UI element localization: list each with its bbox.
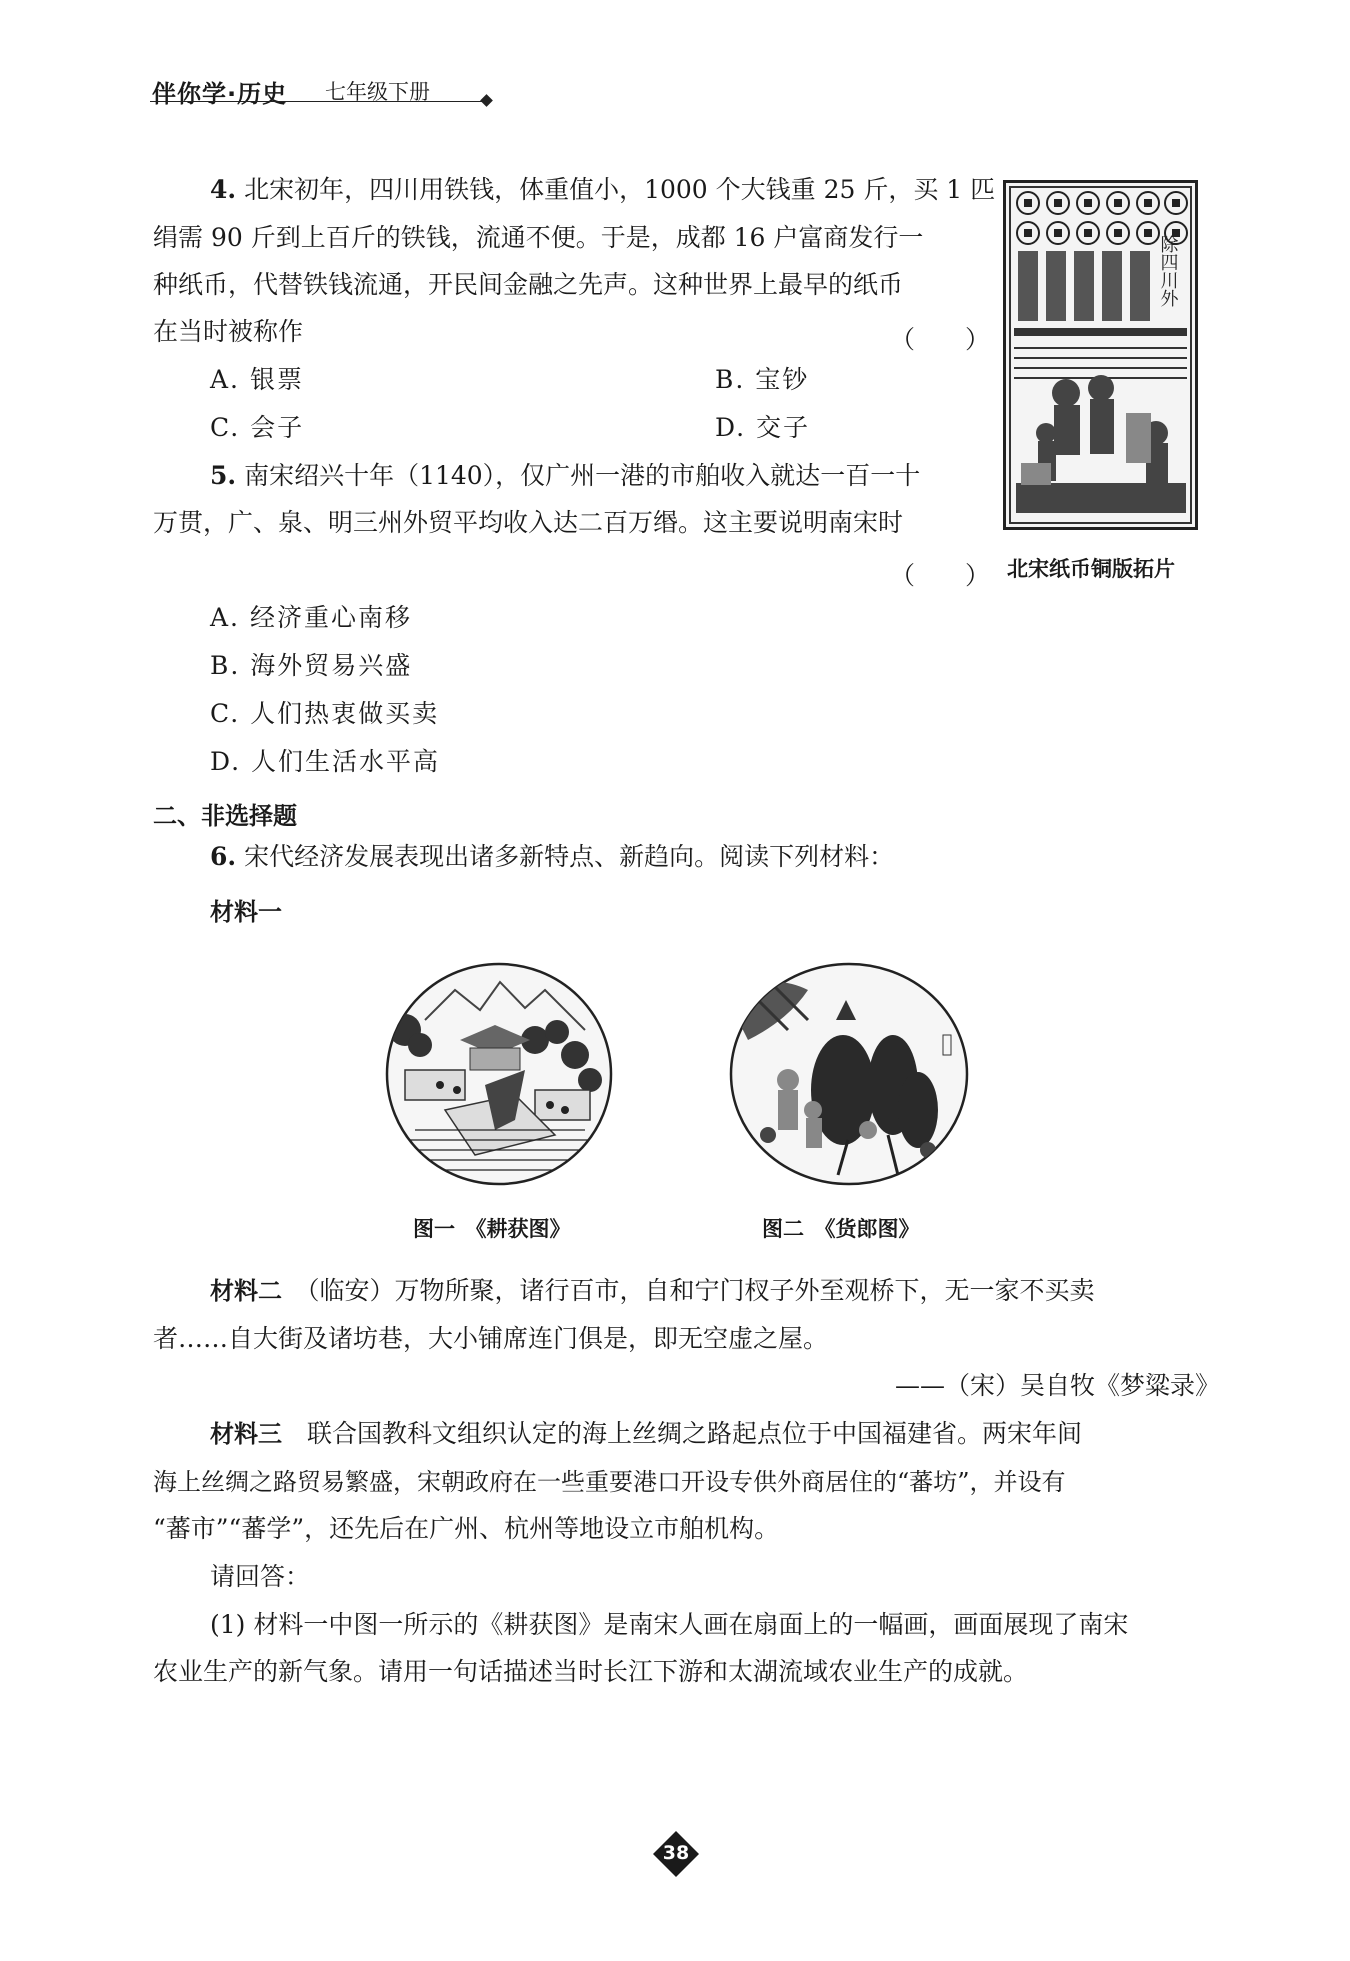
figure-huolang-image bbox=[728, 960, 970, 1188]
material2-label: 材料二 bbox=[210, 1277, 282, 1305]
q4-line-4: 在当时被称作 bbox=[153, 317, 304, 346]
header-rule bbox=[150, 101, 485, 102]
banknote-caption: 北宋纸币铜版拓片 bbox=[1007, 557, 1175, 581]
banknote-rubbing-image bbox=[1003, 180, 1198, 530]
material3-label: 材料三 bbox=[210, 1420, 282, 1448]
material1-label: 材料一 bbox=[210, 898, 282, 926]
q5-option-b: B. 海外贸易兴盛 bbox=[210, 651, 413, 680]
material3-line-2: 海上丝绸之路贸易繁盛，宋朝政府在一些重要港口开设专供外商居住的“蕃坊”，并设有 bbox=[153, 1468, 1066, 1496]
material2-source: ——（宋）吴自牧《梦粱录》 bbox=[895, 1371, 1221, 1400]
q6-number: 6. bbox=[210, 842, 237, 871]
page-number: 38 bbox=[662, 1842, 690, 1864]
q4-option-b: B. 宝钞 bbox=[715, 365, 810, 394]
figure-genghuo-image bbox=[385, 960, 613, 1188]
section-title: 二、非选择题 bbox=[153, 802, 297, 830]
material3-line-1: 材料三 联合国教科文组织认定的海上丝绸之路起点位于中国福建省。两宋年间 bbox=[210, 1419, 1083, 1448]
q4-number: 4. bbox=[210, 175, 237, 204]
sub1-line-2: 农业生产的新气象。请用一句话描述当时长江下游和太湖流域农业生产的成就。 bbox=[153, 1657, 1029, 1686]
figure2-caption: 图二 《货郎图》 bbox=[762, 1217, 920, 1241]
huolang-illustration bbox=[728, 960, 970, 1188]
material3-line-3: “蕃市”“蕃学”，还先后在广州、杭州等地设立市舶机构。 bbox=[153, 1514, 780, 1543]
genghuo-illustration bbox=[385, 960, 613, 1188]
figure1-caption: 图一 《耕获图》 bbox=[413, 1217, 571, 1241]
q5-line-2: 万贯，广、泉、明三州外贸平均收入达二百万缗。这主要说明南宋时 bbox=[153, 508, 904, 537]
sub1-line-1: (1) 材料一中图一所示的《耕获图》是南宋人画在扇面上的一幅画，画面展现了南宋 bbox=[210, 1610, 1129, 1639]
q4-option-c: C. 会子 bbox=[210, 413, 305, 442]
q5-number: 5. bbox=[210, 461, 237, 490]
q4-answer-paren: （ ） bbox=[890, 325, 991, 354]
q5-option-a: A. 经济重心南移 bbox=[210, 603, 412, 632]
q4-line-3: 种纸币，代替铁钱流通，开民间金融之先声。这种世界上最早的纸币 bbox=[153, 270, 904, 299]
book-title: 伴你学·历史 bbox=[152, 80, 288, 108]
q4-option-a: A. 银票 bbox=[210, 365, 304, 394]
please-answer: 请回答： bbox=[210, 1562, 311, 1591]
material2-line-1: 材料二 （临安）万物所聚，诸行百市，自和宁门杈子外至观桥下，无一家不买卖 bbox=[210, 1276, 1095, 1305]
q5-line-1: 5. 南宋绍兴十年（1140），仅广州一港的市舶收入就达一百一十 bbox=[210, 461, 921, 490]
q5-option-c: C. 人们热衷做买卖 bbox=[210, 699, 440, 728]
q6-intro: 6. 宋代经济发展表现出诸多新特点、新趋向。阅读下列材料： bbox=[210, 842, 895, 871]
material2-line-2: 者……自大街及诸坊巷，大小铺席连门俱是，即无空虚之屋。 bbox=[153, 1324, 829, 1353]
q4-option-d: D. 交子 bbox=[715, 413, 811, 442]
q4-line-2: 绢需 90 斤到上百斤的铁钱，流通不便。于是，成都 16 户富商发行一 bbox=[153, 223, 924, 252]
q5-answer-paren: （ ） bbox=[890, 561, 991, 590]
banknote-text: 除四川外 bbox=[1157, 235, 1179, 307]
header-diamond-icon bbox=[480, 94, 493, 107]
q5-option-d: D. 人们生活水平高 bbox=[210, 747, 441, 776]
book-grade: 七年级下册 bbox=[325, 80, 430, 104]
banknote-illustration bbox=[1006, 183, 1195, 527]
q4-line-1: 4. 北宋初年，四川用铁钱，体重值小，1000 个大钱重 25 斤，买 1 匹 bbox=[210, 175, 996, 204]
